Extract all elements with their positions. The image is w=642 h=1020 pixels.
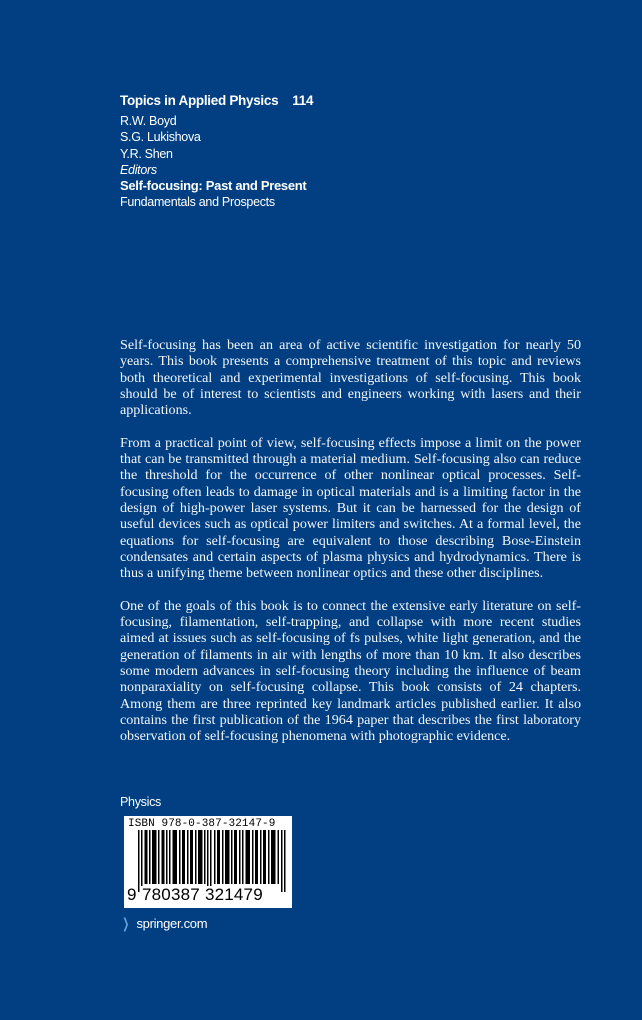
editors-label: Editors <box>120 162 157 177</box>
series-name: Topics in Applied Physics <box>120 93 279 108</box>
isbn-barcode <box>124 816 292 908</box>
barcode-icon <box>138 830 286 892</box>
ean-group-right: 321479 <box>204 885 263 904</box>
isbn-text: ISBN 978-0-387-32147-9 <box>128 818 276 830</box>
description-paragraph: One of the goals of this book is to connect the extensive early literature on self-focusing, filamentation, self-trapping, and collapse with more recent studies aimed at issues such as self-focusing of fs pulses, white light generation, and the generation of filaments in air with lengths of more than 10 km. It also describes some modern advances in self-focusing theory including the influence of beam nonparaxiality on self-focusing collapse. This book consists of 24 chapters. Among them are three reprinted key landmark articles published earlier. It also contains the first publication of the 1964 paper that describes the first laboratory observation of self-focusing phenomena with photographic evidence. <box>120 597 581 745</box>
description-paragraph: Self-focusing has been an area of active scientific investigation for nearly 50 years. This book presents a comprehensive treatment of this topic and reviews both theoretical and experimental investigations of self-focusing. This book should be of interest to scientists and engineers working with lasers and their applications. <box>120 337 581 419</box>
ean-first-digit: 9 <box>127 885 137 904</box>
publisher-link[interactable] <box>120 915 207 931</box>
ean-digits <box>127 886 264 904</box>
editor-name: S.G. Lukishova <box>120 130 201 145</box>
editor-name: R.W. Boyd <box>120 114 177 128</box>
cover-header <box>120 93 420 211</box>
chevron-right-icon: ❯ <box>122 915 130 931</box>
series-number: 114 <box>292 93 314 108</box>
publisher-website[interactable]: springer.com <box>136 915 208 931</box>
subject-label: Physics <box>120 795 161 809</box>
ean-group-left: 780387 <box>142 885 200 904</box>
book-subtitle: Fundamentals and Prospects <box>120 195 275 210</box>
book-title: Self-focusing: Past and Present <box>120 178 307 194</box>
series-title <box>120 93 420 113</box>
description-paragraph: From a practical point of view, self-focusing effects impose a limit on the power that can be transmitted through a material medium. Self-focusing also can reduce the threshold for the occurrence of other nonlinear optical processes. Self-focusing often leads to damage in optical materials and is a limiting factor in the design of high-power laser systems. But it can be harnessed for the design of useful devices such as optical power limiters and switches. At a formal level, the equations for self-focusing are equivalent to those describing Bose-Einstein condensates and certain aspects of plasma physics and hydrodynamics. There is thus a unifying theme between nonlinear optics and these other disciplines. <box>120 434 581 582</box>
editor-name: Y.R. Shen <box>120 146 173 161</box>
book-description <box>120 337 581 761</box>
